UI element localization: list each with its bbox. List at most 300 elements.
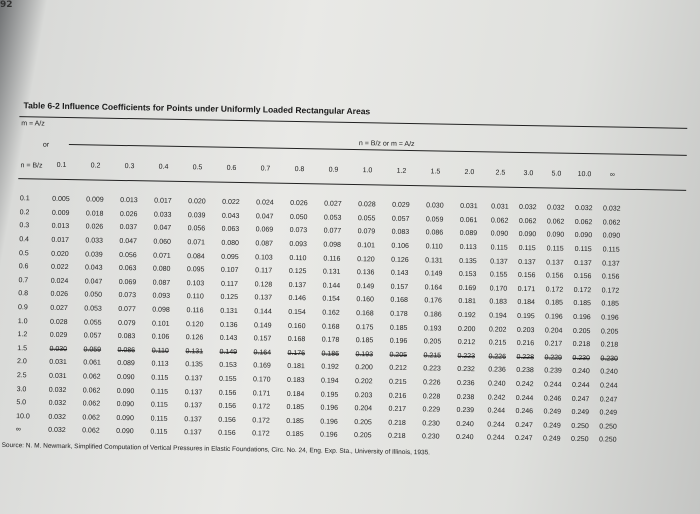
table-cell: 0.154 (322, 295, 341, 304)
table-cell: 0.194 (320, 377, 339, 385)
table-cell: 0.244 (571, 381, 590, 390)
table-cell: 0.103 (255, 253, 273, 262)
table-cell: 0.137 (574, 259, 592, 267)
row-label: 0.9 (17, 304, 28, 312)
table-cell: 0.183 (286, 376, 305, 385)
table-cell: 0.059 (83, 346, 102, 354)
table-cell: 0.169 (253, 362, 271, 371)
table-cell: 0.077 (118, 305, 136, 314)
table-cell: 0.249 (543, 422, 561, 430)
column-header: 1.2 (396, 168, 407, 176)
table-cell: 0.186 (321, 350, 340, 358)
table-cell: 0.186 (424, 311, 442, 319)
table-cell: 0.137 (288, 281, 307, 290)
column-header: 0.9 (328, 166, 339, 175)
table-cell: 0.184 (286, 390, 305, 398)
table-cell: 0.216 (516, 340, 535, 348)
table-cell: 0.228 (422, 392, 441, 401)
table-cell: 0.073 (289, 227, 308, 235)
column-header: 3.0 (523, 170, 534, 178)
table-cell: 0.215 (388, 378, 407, 386)
table-cell: 0.059 (425, 216, 444, 224)
table-cell: 0.226 (488, 353, 507, 361)
table-cell: 0.090 (116, 373, 135, 382)
table-number: Table 6-2 (23, 100, 60, 111)
table-cell: 0.116 (186, 307, 204, 315)
table-cell: 0.196 (601, 314, 619, 322)
table-cell: 0.032 (48, 386, 67, 394)
row-label: 0.7 (18, 277, 29, 285)
table-page (3, 80, 700, 512)
column-header: 2.5 (495, 169, 506, 177)
column-header: 1.0 (362, 167, 373, 175)
table-cell: 0.203 (516, 326, 535, 334)
table-cell: 0.110 (186, 293, 204, 301)
table-cell: 0.183 (489, 298, 508, 307)
table-cell: 0.164 (424, 284, 443, 292)
column-header-row (16, 158, 626, 182)
table-cell: 0.137 (490, 258, 508, 266)
table-cell: 0.247 (571, 395, 590, 403)
column-header: 5.0 (551, 170, 562, 178)
table-cell: 0.185 (573, 300, 592, 308)
row-label: 0.5 (18, 249, 29, 258)
table-cell: 0.193 (423, 324, 442, 333)
table-cell: 0.032 (48, 399, 67, 408)
table-cell: 0.057 (83, 332, 102, 340)
table-cell: 0.156 (517, 272, 536, 280)
table-cell: 0.024 (256, 199, 274, 207)
table-cell: 0.103 (186, 279, 205, 288)
table-cell: 0.053 (84, 305, 102, 313)
table-cell: 0.215 (423, 352, 442, 360)
table-cell: 0.185 (389, 324, 408, 332)
row-header: n = B/z (20, 162, 43, 170)
table-cell: 0.090 (546, 231, 565, 240)
table-cell: 0.217 (388, 405, 407, 414)
table-cell: 0.062 (518, 217, 537, 226)
table-cell: 0.157 (390, 283, 409, 291)
table-cell: 0.050 (84, 291, 103, 300)
row-label: 3.0 (16, 385, 27, 393)
table-cell: 0.228 (516, 353, 535, 362)
column-header: 0.4 (158, 163, 169, 172)
table-cell: 0.202 (354, 378, 373, 386)
table-cell: 0.171 (252, 389, 271, 398)
table-cell: 0.062 (82, 386, 101, 395)
table-cell: 0.086 (117, 346, 136, 355)
column-header: 0.8 (294, 166, 305, 174)
table-cell: 0.095 (186, 266, 205, 274)
table-cell: 0.202 (488, 326, 507, 334)
table-cell: 0.013 (51, 223, 70, 231)
table-cell: 0.090 (518, 231, 537, 239)
table-cell: 0.205 (354, 432, 372, 440)
table-cell: 0.050 (289, 213, 308, 222)
table-cell: 0.126 (185, 334, 204, 342)
table-cell: 0.079 (117, 319, 136, 327)
table-cell: 0.223 (457, 352, 476, 360)
table-cell: 0.086 (425, 229, 444, 238)
table-cell: 0.230 (422, 420, 440, 428)
column-header: 0.2 (90, 162, 101, 170)
top-rule (19, 116, 687, 129)
table-cell: 0.192 (458, 311, 476, 320)
table-cell: 0.069 (118, 278, 137, 287)
row-label: 0.6 (18, 263, 29, 271)
table-cell: 0.090 (116, 401, 135, 409)
table-cell: 0.242 (515, 380, 534, 389)
table-cell: 0.184 (517, 299, 536, 307)
table-cell: 0.168 (287, 336, 306, 344)
table-cell: 0.149 (219, 348, 238, 356)
table-cell: 0.155 (489, 271, 508, 279)
table-cell: 0.115 (150, 415, 168, 423)
table-cell: 0.115 (150, 401, 168, 410)
table-cell: 0.176 (287, 349, 306, 358)
table-cell: 0.031 (491, 203, 509, 212)
column-header: 1.5 (430, 168, 441, 176)
table-cell: 0.155 (218, 375, 237, 384)
table-cell: 0.115 (150, 428, 168, 437)
column-header: 0.5 (192, 164, 203, 172)
table-cell: 0.028 (358, 201, 376, 209)
table-cell: 0.013 (120, 197, 138, 205)
row-label: 0.8 (18, 290, 29, 298)
table-cell: 0.043 (221, 212, 240, 220)
table-cell: 0.039 (85, 251, 103, 259)
table-cell: 0.160 (287, 322, 306, 330)
table-cell: 0.185 (286, 404, 305, 412)
table-cell: 0.156 (218, 430, 236, 438)
table-cell: 0.196 (320, 418, 338, 426)
table-cell: 0.033 (85, 237, 104, 245)
column-header: 2.0 (464, 169, 475, 177)
table-cell: 0.244 (486, 434, 505, 443)
table-cell: 0.120 (357, 255, 375, 264)
table-cell: 0.200 (355, 364, 373, 372)
table-cell: 0.080 (152, 265, 171, 274)
table-cell: 0.137 (546, 259, 564, 267)
column-header: 0.6 (226, 165, 237, 173)
table-cell: 0.162 (322, 309, 340, 317)
table-cell: 0.077 (323, 227, 342, 236)
table-cell: 0.249 (571, 409, 590, 417)
table-cell: 0.156 (573, 273, 592, 281)
table-cell: 0.095 (221, 253, 239, 261)
table-cell: 0.230 (572, 354, 591, 362)
table-cell: 0.084 (187, 252, 205, 261)
table-cell: 0.047 (153, 225, 172, 233)
table-cell: 0.079 (357, 228, 376, 236)
row-label: 0.4 (19, 236, 30, 244)
table-cell: 0.205 (389, 351, 408, 359)
table-cell: 0.062 (546, 218, 565, 226)
table-cell: 0.026 (290, 200, 308, 208)
table-cell: 0.181 (458, 298, 477, 306)
table-cell: 0.115 (151, 374, 169, 382)
table-cell: 0.062 (82, 400, 101, 408)
table-cell: 0.156 (545, 272, 564, 280)
row-label: 2.5 (16, 372, 27, 380)
table-cell: 0.196 (573, 313, 591, 322)
table-cell: 0.144 (254, 308, 272, 316)
table-cell: 0.171 (517, 285, 536, 294)
table-cell: 0.217 (544, 340, 563, 348)
table-cell: 0.216 (388, 392, 407, 400)
table-cell: 0.247 (514, 435, 533, 443)
table-cell: 0.240 (600, 368, 618, 377)
table-cell: 0.137 (184, 429, 202, 437)
table-cell: 0.071 (187, 239, 206, 247)
table-cell: 0.230 (422, 433, 440, 441)
table-cell: 0.236 (488, 366, 506, 375)
table-cell: 0.090 (116, 414, 134, 423)
table-cell: 0.062 (83, 373, 101, 381)
table-cell: 0.057 (391, 215, 410, 223)
table-cell: 0.131 (185, 347, 204, 356)
table-cell: 0.062 (602, 219, 621, 227)
table-cell: 0.204 (354, 405, 373, 413)
header-corner (16, 158, 44, 172)
table-cell: 0.146 (288, 295, 307, 303)
table-cell: 0.226 (422, 379, 441, 387)
table-cell: 0.239 (456, 407, 475, 415)
table-cell: 0.090 (116, 387, 135, 395)
table-cell: 0.143 (219, 334, 238, 343)
table-cell: 0.205 (572, 327, 591, 335)
table-cell: 0.176 (424, 297, 443, 306)
table-cell: 0.144 (322, 282, 341, 290)
table-cell: 0.196 (320, 404, 339, 412)
table-cell: 0.170 (489, 285, 508, 293)
table-cell: 0.055 (83, 318, 102, 327)
table-cell: 0.113 (151, 360, 169, 369)
table-cell: 0.172 (252, 403, 271, 411)
table-cell: 0.131 (220, 307, 238, 316)
table-cell: 0.101 (357, 242, 375, 250)
table-cell: 0.200 (457, 325, 476, 333)
table-cell: 0.024 (50, 277, 69, 285)
table-cell: 0.247 (515, 421, 533, 429)
table-cell: 0.185 (355, 337, 374, 345)
table-cell: 0.106 (391, 242, 409, 251)
column-header: 0.3 (124, 163, 135, 171)
table-cell: 0.250 (571, 422, 589, 430)
table-cell: 0.032 (603, 205, 621, 213)
table-cell: 0.250 (598, 436, 617, 445)
table-cell: 0.030 (426, 202, 444, 210)
column-header: 0.1 (56, 162, 67, 170)
table-cell: 0.060 (153, 238, 172, 246)
table-cell: 0.172 (601, 287, 620, 295)
table-cell: 0.172 (545, 286, 564, 294)
table-cell: 0.069 (255, 226, 274, 235)
table-cell: 0.156 (601, 273, 620, 281)
table-cell: 0.249 (542, 435, 561, 444)
table-cell: 0.136 (219, 321, 238, 329)
table-cell: 0.193 (355, 350, 374, 359)
table-cell: 0.062 (490, 217, 509, 225)
table-cell: 0.087 (152, 279, 171, 287)
table-cell: 0.212 (457, 339, 476, 347)
table-cell: 0.126 (391, 256, 409, 264)
coefficient-table (12, 192, 626, 447)
table-cell: 0.022 (222, 199, 240, 207)
table-cell: 0.128 (254, 281, 273, 289)
table-cell: 0.020 (188, 198, 206, 206)
table-cell: 0.029 (392, 201, 410, 210)
table-cell: 0.039 (187, 212, 206, 220)
table-cell: 0.172 (573, 286, 592, 295)
table-cell: 0.062 (82, 414, 100, 422)
table-cell: 0.160 (356, 296, 375, 304)
table-cell: 0.185 (286, 431, 304, 439)
table-cell: 0.056 (119, 251, 137, 259)
table-cell: 0.244 (487, 407, 506, 415)
table-cell: 0.026 (50, 291, 69, 299)
table-cell: 0.196 (320, 431, 338, 440)
table-cell: 0.246 (543, 394, 562, 403)
table-cell: 0.218 (388, 419, 406, 427)
table-cell: 0.110 (151, 347, 169, 355)
table-cell: 0.240 (572, 368, 590, 376)
table-cell: 0.194 (489, 312, 507, 320)
table-cell: 0.026 (119, 210, 138, 219)
table-cell: 0.055 (357, 214, 376, 223)
table-cell: 0.172 (252, 430, 270, 438)
table-cell: 0.009 (51, 209, 70, 217)
table-cell: 0.137 (518, 258, 536, 266)
table-cell: 0.196 (389, 337, 408, 346)
table-cell: 0.032 (48, 413, 66, 421)
table-cell: 0.192 (321, 363, 339, 372)
table-cell: 0.242 (487, 393, 506, 402)
table-cell: 0.205 (600, 327, 619, 336)
table-cell: 0.089 (117, 360, 135, 368)
table-cell: 0.156 (218, 402, 237, 411)
table-cell: 0.250 (599, 423, 617, 431)
column-header: 0.7 (260, 165, 271, 173)
table-cell: 0.032 (547, 204, 565, 212)
table-cell: 0.032 (519, 204, 537, 212)
table-cell: 0.244 (599, 382, 618, 390)
table-cell: 0.247 (599, 395, 618, 404)
table-cell: 0.083 (391, 229, 410, 237)
table-cell: 0.244 (487, 421, 505, 429)
table-cell: 0.061 (83, 359, 101, 368)
table-cell: 0.218 (600, 341, 619, 349)
table-cell: 0.131 (322, 268, 341, 277)
row-label: 5.0 (16, 399, 27, 407)
table-cell: 0.106 (151, 333, 170, 342)
table-cell: 0.017 (51, 236, 70, 245)
table-cell: 0.229 (544, 354, 563, 362)
table-caption: Influence Coefficients for Points under Uniformly Loaded Rectangular Areas (62, 100, 371, 117)
table-cell: 0.156 (218, 389, 237, 397)
table-cell: 0.073 (118, 292, 137, 300)
table-cell: 0.089 (459, 230, 478, 238)
table-cell: 0.137 (184, 388, 203, 397)
table-cell: 0.143 (390, 269, 409, 278)
table-cell: 0.244 (543, 381, 562, 389)
table-cell: 0.215 (488, 339, 507, 347)
table-cell: 0.115 (518, 244, 536, 253)
row-label: 1.5 (17, 344, 28, 353)
table-cell: 0.153 (458, 271, 477, 279)
table-cell: 0.212 (389, 365, 407, 373)
source-note: Source: N. M. Newmark, Simplified Computation of Vertical Pressures in Elastic Foundations, Circ. No. 24, Eng. Exp. Sta., University of Illinois, 1935. (1, 441, 431, 457)
table-cell: 0.026 (85, 223, 104, 232)
row-label: 0.3 (19, 222, 30, 230)
table-cell: 0.149 (253, 321, 272, 330)
table-cell: 0.033 (153, 211, 172, 219)
table-cell: 0.116 (323, 255, 341, 263)
table-cell: 0.063 (221, 226, 240, 234)
table-cell: 0.115 (490, 244, 508, 252)
table-cell: 0.125 (288, 268, 307, 276)
row-label: 2.0 (17, 358, 27, 366)
table-cell: 0.178 (321, 336, 340, 345)
table-cell: 0.195 (320, 391, 339, 399)
table-cell: 0.223 (423, 365, 441, 373)
table-cell: 0.232 (457, 366, 475, 374)
table-cell: 0.061 (459, 216, 478, 225)
table-cell: 0.098 (323, 241, 341, 249)
table-cell: 0.071 (153, 252, 171, 260)
table-cell: 0.080 (221, 239, 240, 248)
table-cell: 0.218 (572, 341, 591, 349)
table-cell: 0.136 (356, 269, 375, 277)
table-cell: 0.047 (119, 238, 138, 246)
table-cell: 0.115 (602, 246, 620, 254)
or-label: or (42, 141, 50, 149)
table-cell: 0.175 (355, 323, 374, 332)
table-cell: 0.181 (287, 363, 305, 371)
row-label: 0.1 (19, 195, 30, 203)
table-cell: 0.090 (574, 232, 593, 240)
table-cell: 0.115 (574, 245, 592, 254)
table-cell: 0.031 (49, 359, 67, 367)
table-cell: 0.107 (220, 266, 239, 275)
table-cell: 0.185 (545, 299, 564, 308)
table-cell: 0.022 (50, 264, 69, 272)
table-cell: 0.098 (152, 306, 170, 314)
table-cell: 0.149 (356, 282, 375, 291)
table-cell: 0.101 (151, 320, 170, 328)
table-cell: 0.043 (84, 264, 103, 272)
table-cell: 0.137 (184, 415, 202, 424)
table-cell: 0.240 (456, 420, 474, 428)
table-cell: 0.137 (254, 294, 273, 303)
table-cell: 0.037 (119, 224, 138, 232)
table-cell: 0.027 (324, 200, 342, 209)
table-cell: 0.238 (516, 367, 534, 375)
table-cell: 0.090 (490, 230, 509, 239)
table-cell: 0.018 (85, 210, 104, 218)
table-cell: 0.120 (185, 320, 204, 329)
table-cell: 0.204 (544, 327, 563, 335)
table-cell: 0.005 (52, 196, 70, 204)
table-cell: 0.246 (515, 408, 534, 416)
table-cell: 0.031 (460, 203, 478, 211)
table-cell: 0.113 (459, 243, 477, 252)
table-cell: 0.154 (288, 308, 306, 317)
table-cell: 0.156 (218, 416, 236, 424)
table-cell: 0.137 (184, 402, 203, 410)
table-cell: 0.047 (84, 278, 103, 286)
column-header: ∞ (609, 171, 615, 179)
